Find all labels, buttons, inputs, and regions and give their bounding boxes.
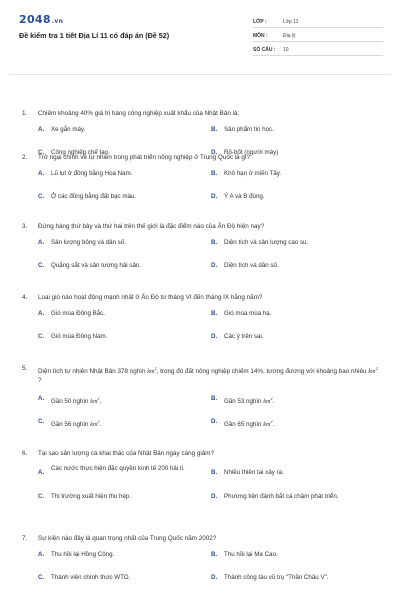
- option-text: Gần 50 nghìn $km^2$.: [51, 396, 102, 406]
- question-text: Đứng hàng thứ bảy và thứ hai trên thế giới là đặc điểm nào của Ấn Độ hiện nay?: [38, 223, 265, 230]
- option-d[interactable]: [211, 418, 400, 430]
- option-letter: B.: [211, 551, 218, 558]
- option-text-value: Gần 53 nghìn: [224, 398, 264, 406]
- meta-value: Lớp 11: [283, 19, 299, 25]
- option-letter: C.: [38, 418, 45, 426]
- option-row: [38, 574, 382, 597]
- option-letter: A.: [38, 551, 45, 558]
- question-6: [22, 449, 382, 516]
- question-text: Sự kiện nào đây là quan trọng nhất của Trung Quốc năm 2002?: [38, 535, 217, 542]
- option-text: Sản lượng bông và dân số.: [51, 239, 126, 246]
- option-row: [38, 126, 382, 149]
- option-row: [38, 262, 382, 285]
- option-letter: D.: [211, 149, 218, 156]
- option-letter: A.: [38, 126, 45, 133]
- option-letter: A.: [38, 395, 45, 403]
- option-b[interactable]: [211, 395, 400, 407]
- option-row: [38, 333, 382, 356]
- question-stem: [22, 153, 382, 162]
- options: [38, 395, 382, 441]
- option-letter: D.: [211, 493, 218, 500]
- question-text-part: Diện tích tự nhiên Nhật Bản 378 nghìn: [38, 368, 148, 376]
- question-number: 4.: [22, 294, 28, 301]
- options: [38, 239, 382, 285]
- option-c[interactable]: [38, 418, 208, 430]
- option-text: Thu hồi lại Hồng Công.: [51, 551, 115, 558]
- option-text: Thu hồi lại Ma Cao.: [224, 551, 278, 558]
- question-stem: [22, 534, 382, 543]
- option-letter: B.: [211, 310, 218, 317]
- meta-value: Địa lý: [283, 33, 296, 39]
- unit-base: km: [263, 398, 271, 406]
- option-letter: D.: [211, 262, 218, 269]
- option-b[interactable]: [211, 469, 400, 478]
- question-text: [38, 364, 382, 385]
- unit-exponent: 2: [375, 366, 378, 371]
- unit-base: km: [368, 368, 376, 376]
- unit-km2: [147, 368, 156, 375]
- option-row: [38, 193, 382, 216]
- unit-km2: [90, 398, 99, 405]
- exam-meta: [253, 14, 383, 56]
- option-text: Thị trường xuất hiện thu hẹp.: [51, 493, 132, 500]
- unit-exponent: 2: [97, 419, 100, 425]
- meta-row-subject: [253, 28, 383, 42]
- option-letter: C.: [38, 262, 45, 269]
- question-text: Chiếm khoảng 40% giá trị hàng công nghiệp xuất khẩu của Nhật Bản là:: [38, 110, 240, 117]
- option-text: Diện tích và sản lượng cao su.: [224, 239, 309, 246]
- option-text-value: Gần 50 nghìn: [51, 398, 91, 406]
- unit-exponent: 2: [154, 366, 157, 371]
- option-d[interactable]: [211, 193, 400, 202]
- meta-label: LỚP :: [253, 19, 267, 25]
- option-letter: C.: [38, 333, 45, 340]
- option-letter: B.: [211, 395, 218, 403]
- option-text: Ý A và B đúng.: [224, 193, 265, 200]
- option-letter: B.: [211, 170, 218, 177]
- unit-km2: [263, 398, 272, 405]
- logo-tld: .vn: [51, 18, 64, 25]
- unit-exponent: 2: [97, 396, 100, 402]
- meta-label: MÔN :: [253, 33, 268, 39]
- question-text-part: , trong đó đất nông nghiệp chiếm 14%, tương đương với khoảng bao nhiêu: [156, 368, 369, 376]
- option-row: [38, 239, 382, 262]
- option-d[interactable]: [211, 493, 400, 502]
- options: [38, 170, 382, 216]
- option-row: [38, 418, 382, 441]
- option-a[interactable]: [38, 395, 208, 407]
- option-text: Gần 53 nghìn $km^2$.: [224, 396, 275, 406]
- unit-exponent: 2: [270, 396, 273, 402]
- exam-title: Đề kiểm tra 1 tiết Địa Lí 11 có đáp án (Đề 52): [19, 31, 170, 40]
- question-number: 3.: [22, 223, 28, 230]
- option-text: Thành viên chính thức WTO.: [51, 574, 131, 581]
- option-c[interactable]: [38, 193, 208, 202]
- option-a[interactable]: [38, 310, 208, 319]
- option-c[interactable]: [38, 262, 208, 271]
- option-text-value: Gần 65 nghìn: [224, 421, 264, 429]
- option-c[interactable]: [38, 333, 208, 342]
- option-letter: C.: [38, 493, 45, 500]
- option-row: [38, 551, 382, 574]
- option-c[interactable]: [38, 574, 208, 583]
- option-b[interactable]: [211, 170, 400, 179]
- option-d[interactable]: [211, 574, 400, 583]
- option-letter: A.: [38, 310, 45, 317]
- option-b[interactable]: [211, 310, 400, 319]
- option-a[interactable]: [38, 170, 208, 179]
- options: [38, 310, 382, 356]
- question-text: Tại sao sản lượng cá khai thác của Nhật Bản ngày càng giảm?: [38, 450, 215, 457]
- option-text: Gió mùa Đông Nam.: [51, 333, 108, 340]
- option-text: Diện tích và dân số.: [224, 262, 279, 269]
- option-b[interactable]: [211, 126, 400, 135]
- question-number: 7.: [22, 535, 28, 542]
- logo-number: 2048: [19, 13, 51, 26]
- option-row: [38, 493, 382, 516]
- meta-row-count: [253, 42, 383, 56]
- question-7: [22, 534, 382, 597]
- option-b[interactable]: [211, 239, 400, 248]
- meta-row-class: [253, 14, 383, 28]
- option-letter: C.: [38, 193, 45, 200]
- option-text: Nhiều thiên tai xảy ra.: [224, 469, 284, 476]
- question-5: [22, 364, 382, 441]
- question-number: 5.: [22, 365, 28, 372]
- option-letter: A.: [38, 239, 45, 246]
- option-text: Rô-bốt (người máy): [224, 149, 279, 156]
- site-logo[interactable]: [19, 13, 63, 26]
- unit-base: km: [263, 421, 271, 429]
- option-letter: A.: [38, 469, 45, 476]
- unit-km2: [368, 368, 377, 375]
- option-text: Gần 65 nghìn $km^2$.: [224, 419, 275, 429]
- meta-label: SỐ CÂU :: [253, 47, 276, 53]
- question-stem: [22, 449, 382, 458]
- question-number: 6.: [22, 450, 28, 457]
- option-letter: D.: [211, 193, 218, 200]
- question-number: 2.: [22, 154, 28, 161]
- question-4: [22, 293, 382, 356]
- option-text: Lũ lụt ở đồng bằng Hoa Nam.: [51, 170, 133, 177]
- option-c[interactable]: [38, 493, 208, 502]
- options: [38, 465, 382, 516]
- option-text: Phương tiện đánh bắt cá chậm phát triển.: [224, 493, 339, 500]
- option-letter: B.: [211, 239, 218, 246]
- option-text-value: Gần 56 nghìn: [51, 421, 91, 429]
- option-letter: D.: [211, 418, 218, 426]
- option-text: Khô hạn ở miền Tây.: [224, 170, 282, 177]
- page-header: [0, 0, 400, 64]
- option-text: Gió mùa mùa hạ.: [224, 310, 272, 317]
- option-letter: D.: [211, 333, 218, 340]
- option-a[interactable]: [38, 126, 208, 135]
- meta-value: 10: [283, 47, 289, 53]
- header-divider: [10, 74, 390, 75]
- option-text: Công nghiệp chế tạo.: [51, 149, 110, 156]
- option-text: Quặng sắt và sản lượng hải sản.: [51, 262, 142, 269]
- option-letter: C.: [38, 574, 45, 581]
- option-text: Xe gắn máy.: [51, 126, 86, 133]
- unit-exponent: 2: [270, 419, 273, 425]
- unit-km2: [263, 421, 272, 428]
- question-stem: [22, 222, 382, 231]
- option-d[interactable]: [211, 333, 400, 342]
- option-letter: B.: [211, 126, 218, 133]
- option-text: Các nước thực hiện đặc quyền kinh tế 200 hải lí.: [51, 465, 185, 472]
- unit-base: km: [90, 421, 98, 429]
- option-text: Gần 56 nghìn $km^2$.: [51, 419, 102, 429]
- question-text: Trở ngại chính về tự nhiên trong phát triển nông nghiệp ở Trung Quốc là gì?: [38, 154, 251, 161]
- unit-base: km: [90, 398, 98, 406]
- option-row: [38, 395, 382, 418]
- question-stem: [22, 293, 382, 302]
- option-letter: C.: [38, 149, 45, 156]
- question-text: Loại gió nào hoạt động mạnh nhất ở Ấn Độ từ tháng VI đến tháng IX hằng năm?: [38, 294, 263, 301]
- option-text: Thành công tàu vũ trụ "Thần Châu V".: [224, 574, 329, 581]
- question-number: 1.: [22, 110, 28, 117]
- option-text: Ở các đồng bằng đất bạc màu.: [51, 193, 137, 200]
- option-a[interactable]: [38, 465, 188, 478]
- question-stem: [22, 364, 382, 385]
- option-row: [38, 170, 382, 193]
- question-stem: [22, 109, 382, 118]
- option-letter: D.: [211, 574, 218, 581]
- option-text: Các ý trên sai.: [224, 333, 264, 340]
- options: [38, 551, 382, 597]
- option-d[interactable]: [211, 262, 400, 271]
- unit-base: km: [147, 368, 155, 376]
- question-2: [22, 153, 382, 216]
- option-letter: B.: [211, 469, 218, 476]
- option-a[interactable]: [38, 239, 208, 248]
- question-3: [22, 222, 382, 285]
- option-b[interactable]: [211, 551, 400, 560]
- option-text: Sản phẩm tin học.: [224, 126, 274, 133]
- option-row: [38, 465, 382, 493]
- question-text-part: ?: [38, 377, 42, 385]
- option-row: [38, 310, 382, 333]
- option-letter: A.: [38, 170, 45, 177]
- unit-km2: [90, 421, 99, 428]
- option-a[interactable]: [38, 551, 208, 560]
- option-text: Gió mùa Đông Bắc.: [51, 310, 105, 317]
